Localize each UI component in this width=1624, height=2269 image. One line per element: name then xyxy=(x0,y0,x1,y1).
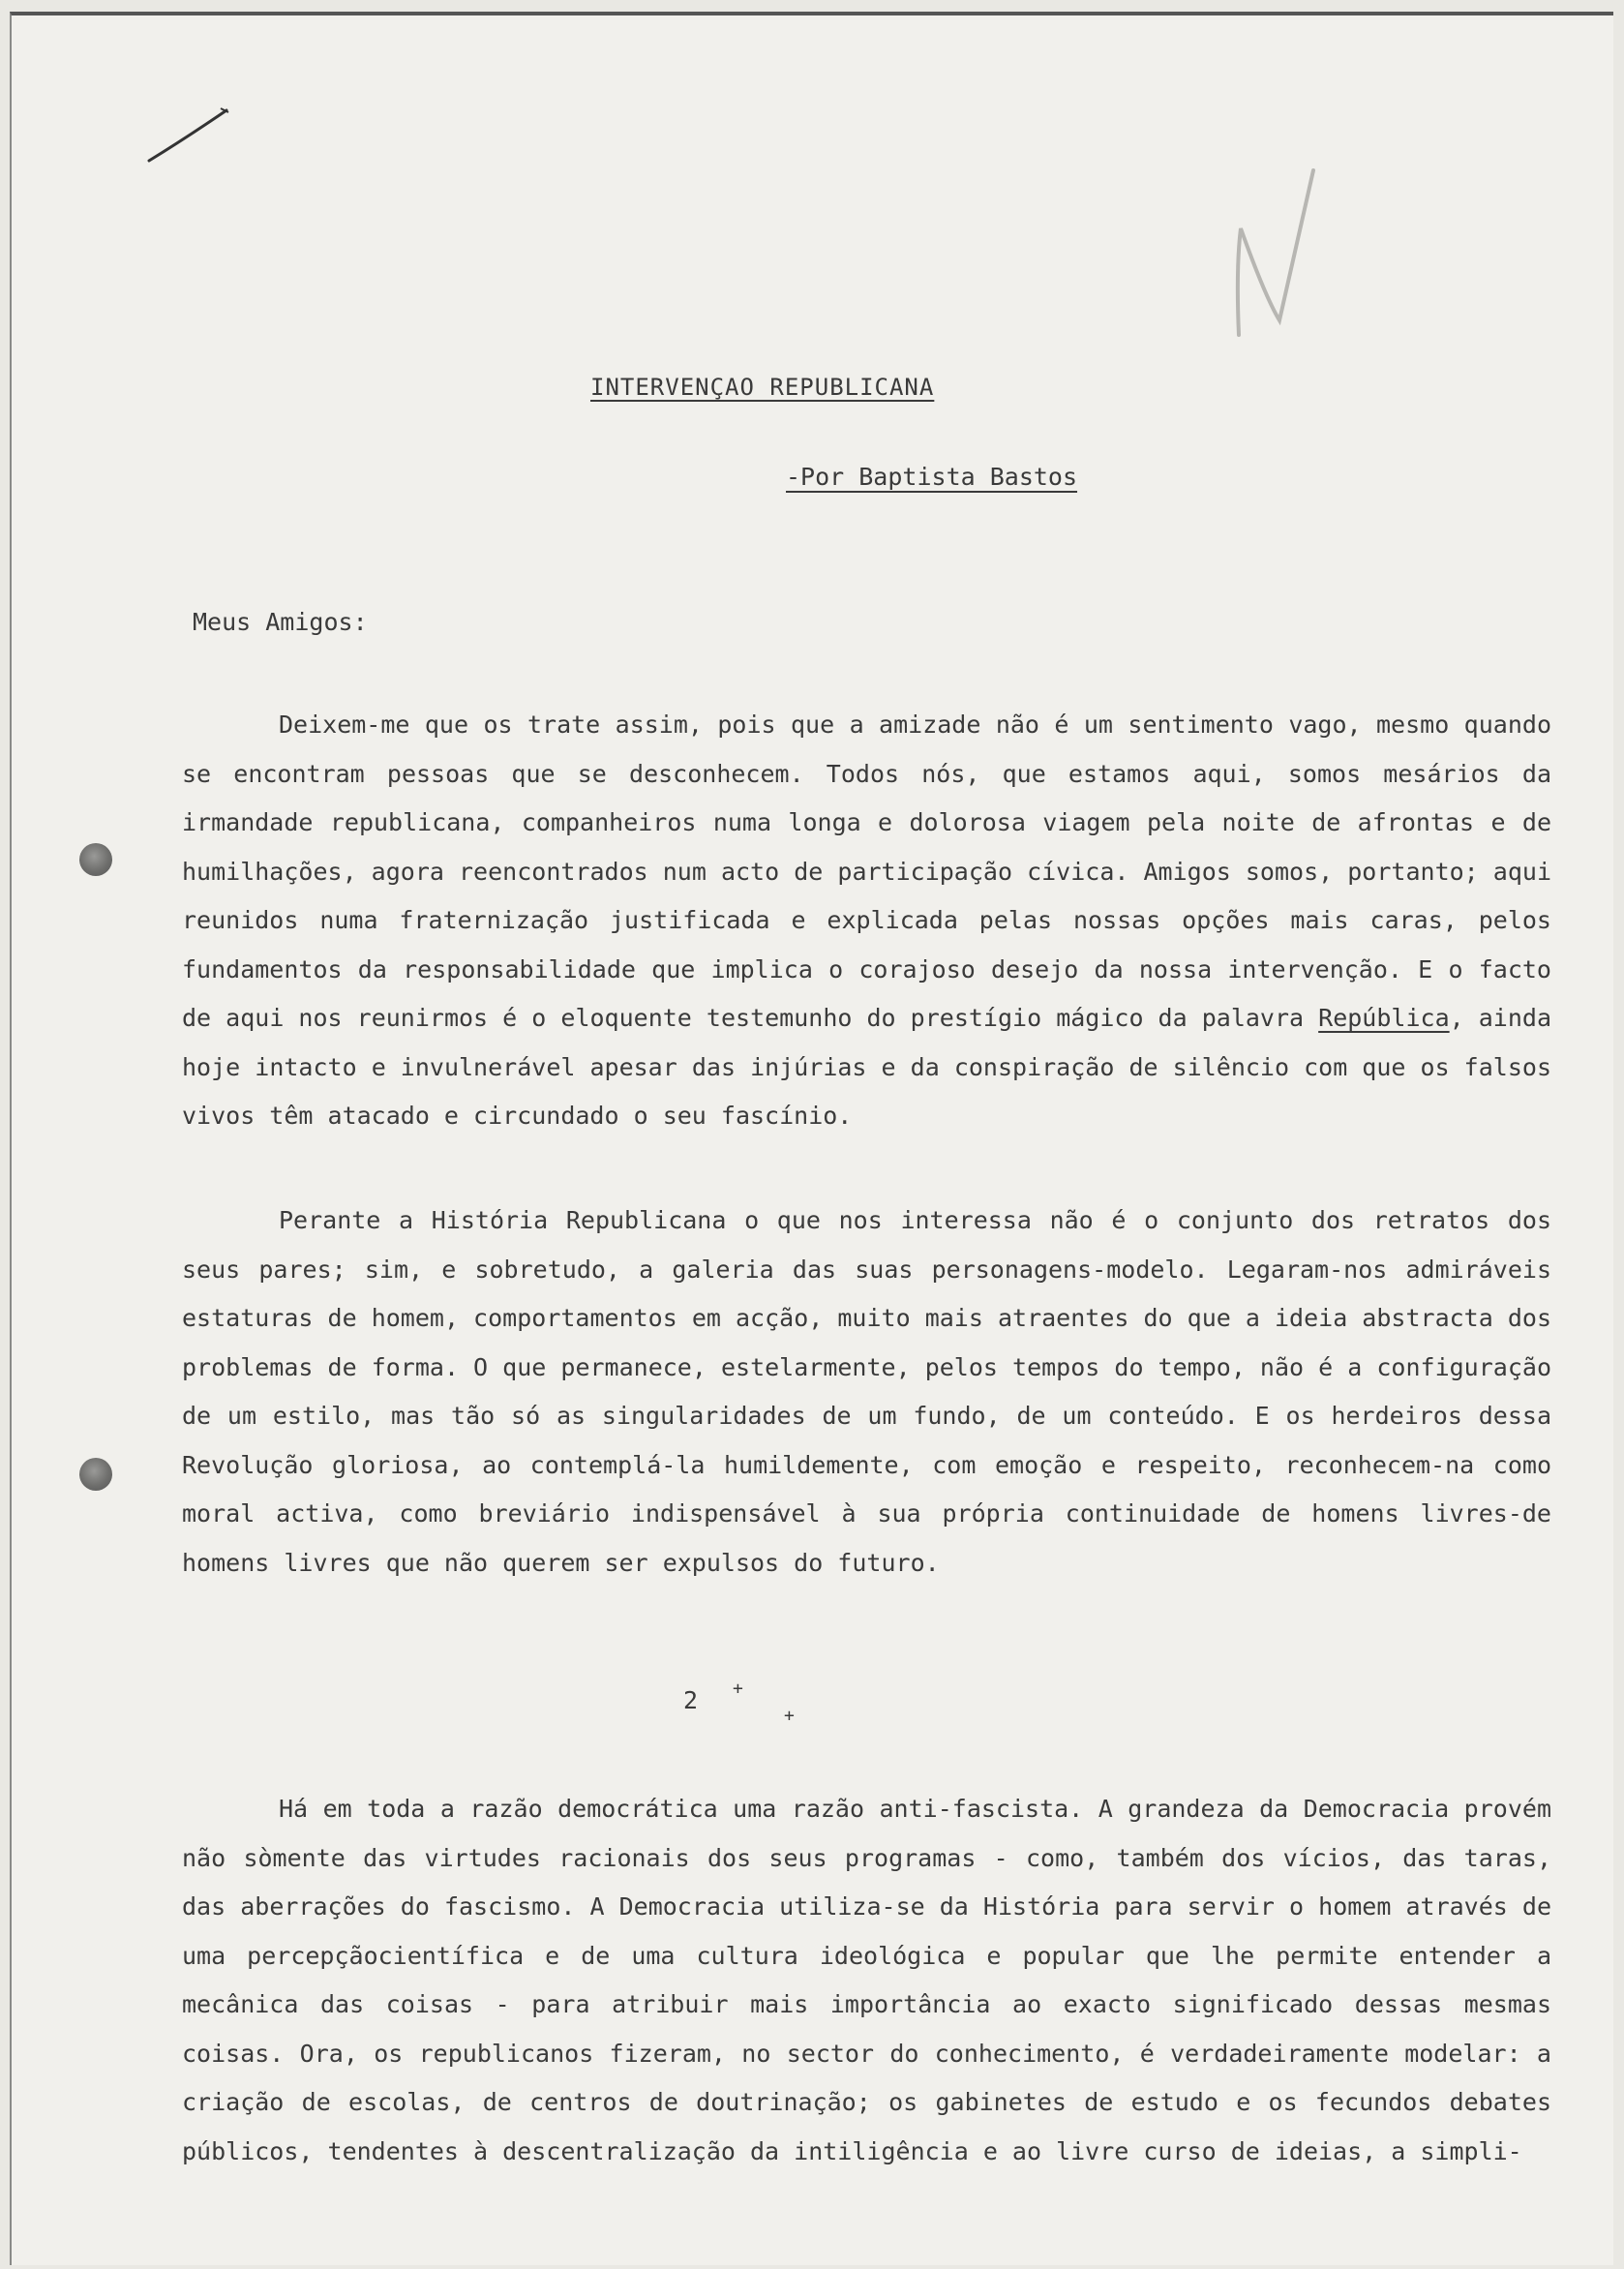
punch-hole xyxy=(79,843,112,876)
paragraph-text: , ainda hoje intacto e invulnerável apesar das injúrias e da conspiração de silêncio com que os falsos vivos têm atacado e circundado o seu fascínio. xyxy=(182,1004,1551,1130)
paragraph xyxy=(182,701,1551,1141)
pencil-handwritten-mark xyxy=(1221,151,1328,345)
paragraph-text: Perante a História Republicana o que nos interessa não é o conjunto dos retratos dos seus pares; sim, e sobretudo, a galeria das suas personagens-modelo. Legaram-nos admiráveis estaturas de homem, comportamentos em acção, muito mais atraentes do que a ideia abstracta dos problemas de forma. O que permanece, estelarmente, pelos tempos do tempo, não é a configuração de um estilo, mas tão só as singularidades de um fundo, de um conteúdo. E os herdeiros dessa Revolução gloriosa, ao contemplá-la humildemente, com emoção e respeito, reconhecem-na como moral activa, como breviário indispensável à sua própria continuidade de homens livres-de homens livres que não querem ser expulsos do futuro. xyxy=(182,1206,1551,1577)
paragraph xyxy=(182,1196,1551,1588)
paragraph-text: Deixem-me que os trate assim, pois que a amizade não é um sentimento vago, mesmo quando se encontram pessoas que se desconhecem. Todos nós, que estamos aqui, somos mesários da irmandade republicana, companheiros numa longa e dolorosa viagem pela noite de afrontas e de humilhações, agora reencontrados num acto de participação cívica. Amigos somos, portanto; aqui reunidos numa fraternização justificada e explicada pelas nossas opções mais caras, pelos fundamentos da responsabilidade que implica o corajoso desejo da nossa intervenção. E o facto de aqui nos reunirmos é o eloquente testemunho do prestígio mágico da palavra xyxy=(182,711,1551,1032)
pencil-slash-mark xyxy=(145,101,232,168)
paragraph xyxy=(182,1785,1551,2176)
page-number: 2 xyxy=(683,1686,699,1714)
plus-mark: + xyxy=(784,1706,795,1726)
underlined-word: República xyxy=(1318,1004,1450,1032)
paragraph-text: Há em toda a razão democrática uma razão anti-fascista. A grandeza da Democracia provém não sòmente das virtudes racionais dos seus programas - como, também dos vícios, das taras, das aberrações do fascismo. A Democracia utiliza-se da História para servir o homem através de uma percepçãocientífica e de uma cultura ideológica e popular que lhe permite entender a mecânica das coisas - para atribuir mais importância ao exacto significado dessas mesmas coisas. Ora, os republicanos fizeram, no sector do conhecimento, é verdadeiramente modelar: a criação de escolas, de centros de doutrinação; os gabinetes de estudo e os fecundos debates públicos, tendentes à descentralização da intiligência e ao livre curso de ideias, a simpli- xyxy=(182,1795,1551,2165)
author-byline: -Por Baptista Bastos xyxy=(786,463,1078,491)
plus-mark: + xyxy=(733,1679,743,1699)
document-title: INTERVENÇAO REPUBLICANA xyxy=(590,374,935,401)
document-page xyxy=(10,12,1613,2265)
punch-hole xyxy=(79,1458,112,1491)
salutation: Meus Amigos: xyxy=(193,608,368,636)
